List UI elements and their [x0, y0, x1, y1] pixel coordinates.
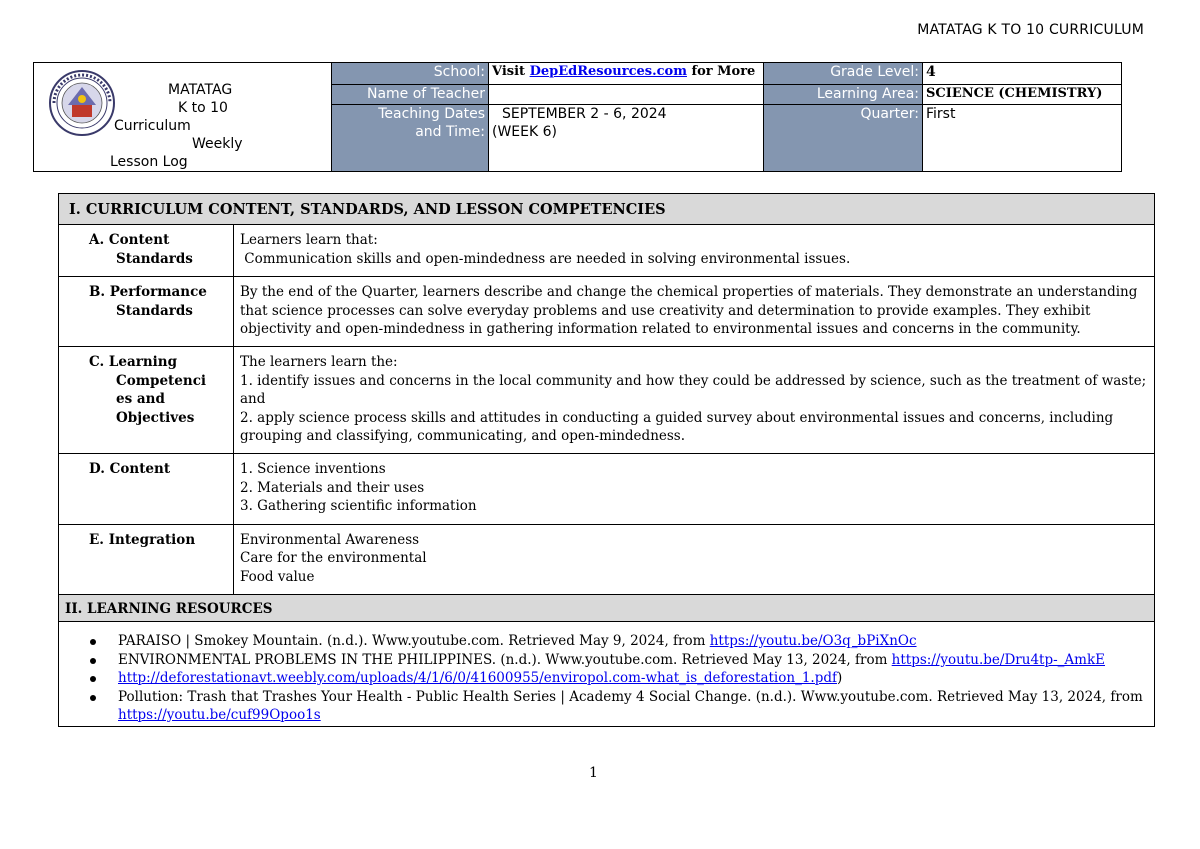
resource-link[interactable]: http://deforestationavt.weebly.com/uploads/4/1/6/0/41600955/enviropol.com-what_is_deforestation_1.pdf	[118, 670, 837, 687]
logo-cell	[34, 63, 332, 172]
list-item: 3. Gathering scientific information	[240, 498, 477, 515]
competency-item: 1. identify issues and concerns in the local community and how they could be addressed by science, such as the treatment of waste; and	[240, 372, 1147, 408]
list-item: Food value	[240, 568, 315, 585]
list-item: 1. Science inventions	[240, 461, 386, 478]
competency-item: 2. apply science process skills and attitudes in conducting a guided survey about environmental issues and concerns, including grouping and classifying, communicating, and open-mindedness.	[240, 409, 1114, 445]
list-item: Care for the environmental	[240, 550, 427, 567]
learning-area-value: SCIENCE (CHEMISTRY)	[923, 85, 1122, 105]
quarter-value: First	[923, 105, 1122, 172]
school-label: School:	[332, 63, 489, 85]
section-1-title: I. CURRICULUM CONTENT, STANDARDS, AND LESSON COMPETENCIES	[59, 194, 1155, 225]
content-standards-label: A. Content Standards	[59, 225, 234, 277]
logo-title: MATATAG K to 10 Curriculum Weekly Lesson Log	[110, 82, 243, 170]
list-item: ENVIRONMENTAL PROBLEMS IN THE PHILIPPINES. (n.d.). Www.youtube.com. Retrieved May 13, 2024, from https://youtu.be/Dru4tp-_AmkE	[118, 651, 1146, 669]
page-number: 1	[589, 765, 598, 781]
lesson-content-table	[58, 193, 1155, 727]
learning-competencies-text: The learners learn the: 1. identify issues and concerns in the local community and how they could be addressed by science, such as the treatment of waste; and 2. apply science process skills and attitudes in conducting a guided survey about environmental issues and concerns, including grouping and classifying, communicating, and open-mindedness.	[234, 347, 1155, 454]
resource-link[interactable]: https://youtu.be/Dru4tp-_AmkE	[891, 651, 1105, 668]
learning-competencies-label: C. Learning Competenci es and Objectives	[59, 347, 234, 454]
list-item: 2. Materials and their uses	[240, 479, 425, 496]
quarter-label: Quarter:	[764, 105, 923, 172]
content-label: D. Content	[59, 454, 234, 524]
integration-list	[234, 524, 1155, 594]
content-list	[234, 454, 1155, 524]
teaching-dates-value: SEPTEMBER 2 - 6, 2024 (WEEK 6)	[489, 105, 764, 172]
teacher-value	[489, 85, 764, 105]
teacher-label: Name of Teacher	[332, 85, 489, 105]
performance-standards-label: B. Performance Standards	[59, 277, 234, 347]
school-value: Visit DepEdResources.com for More	[489, 63, 764, 85]
list-item: Pollution: Trash that Trashes Your Health - Public Health Series | Academy 4 Social Change. (n.d.). Www.youtube.com. Retrieved May 13, 2024, from https://youtu.be/cuf99Opoo1s	[118, 688, 1146, 725]
list-item: PARAISO | Smokey Mountain. (n.d.). Www.youtube.com. Retrieved May 9, 2024, from https://youtu.be/O3q_bPiXnOc	[118, 632, 1146, 650]
learning-resources-list	[59, 622, 1155, 727]
list-item: Environmental Awareness	[240, 531, 420, 548]
lesson-log-header	[33, 62, 1122, 172]
depedresources-link[interactable]: DepEdResources.com	[529, 64, 687, 79]
page-header-text: MATATAG K TO 10 CURRICULUM	[917, 22, 1144, 38]
grade-level-value: 4	[923, 63, 1122, 85]
section-2-title: II. LEARNING RESOURCES	[59, 594, 1155, 621]
resource-link[interactable]: https://youtu.be/cuf99Opoo1s	[118, 706, 321, 723]
grade-level-label: Grade Level:	[764, 63, 923, 85]
content-standards-text: Learners learn that: Communication skills and open-mindedness are needed in solving environmental issues.	[234, 225, 1155, 277]
teaching-dates-label: Teaching Dates and Time:	[332, 105, 489, 172]
learning-area-label: Learning Area:	[764, 85, 923, 105]
integration-label: E. Integration	[59, 524, 234, 594]
list-item: http://deforestationavt.weebly.com/uploads/4/1/6/0/41600955/enviropol.com-what_is_deforestation_1.pdf)	[118, 669, 1146, 687]
deped-seal-icon	[48, 69, 116, 137]
resource-link[interactable]: https://youtu.be/O3q_bPiXnOc	[709, 633, 917, 650]
performance-standards-text: By the end of the Quarter, learners describe and change the chemical properties of materials. They demonstrate an understanding that science processes can solve everyday problems and use creativity and determination to provide examples. They exhibit objectivity and open-mindedness in gathering information related to environmental issues and concerns in the community.	[234, 277, 1155, 347]
